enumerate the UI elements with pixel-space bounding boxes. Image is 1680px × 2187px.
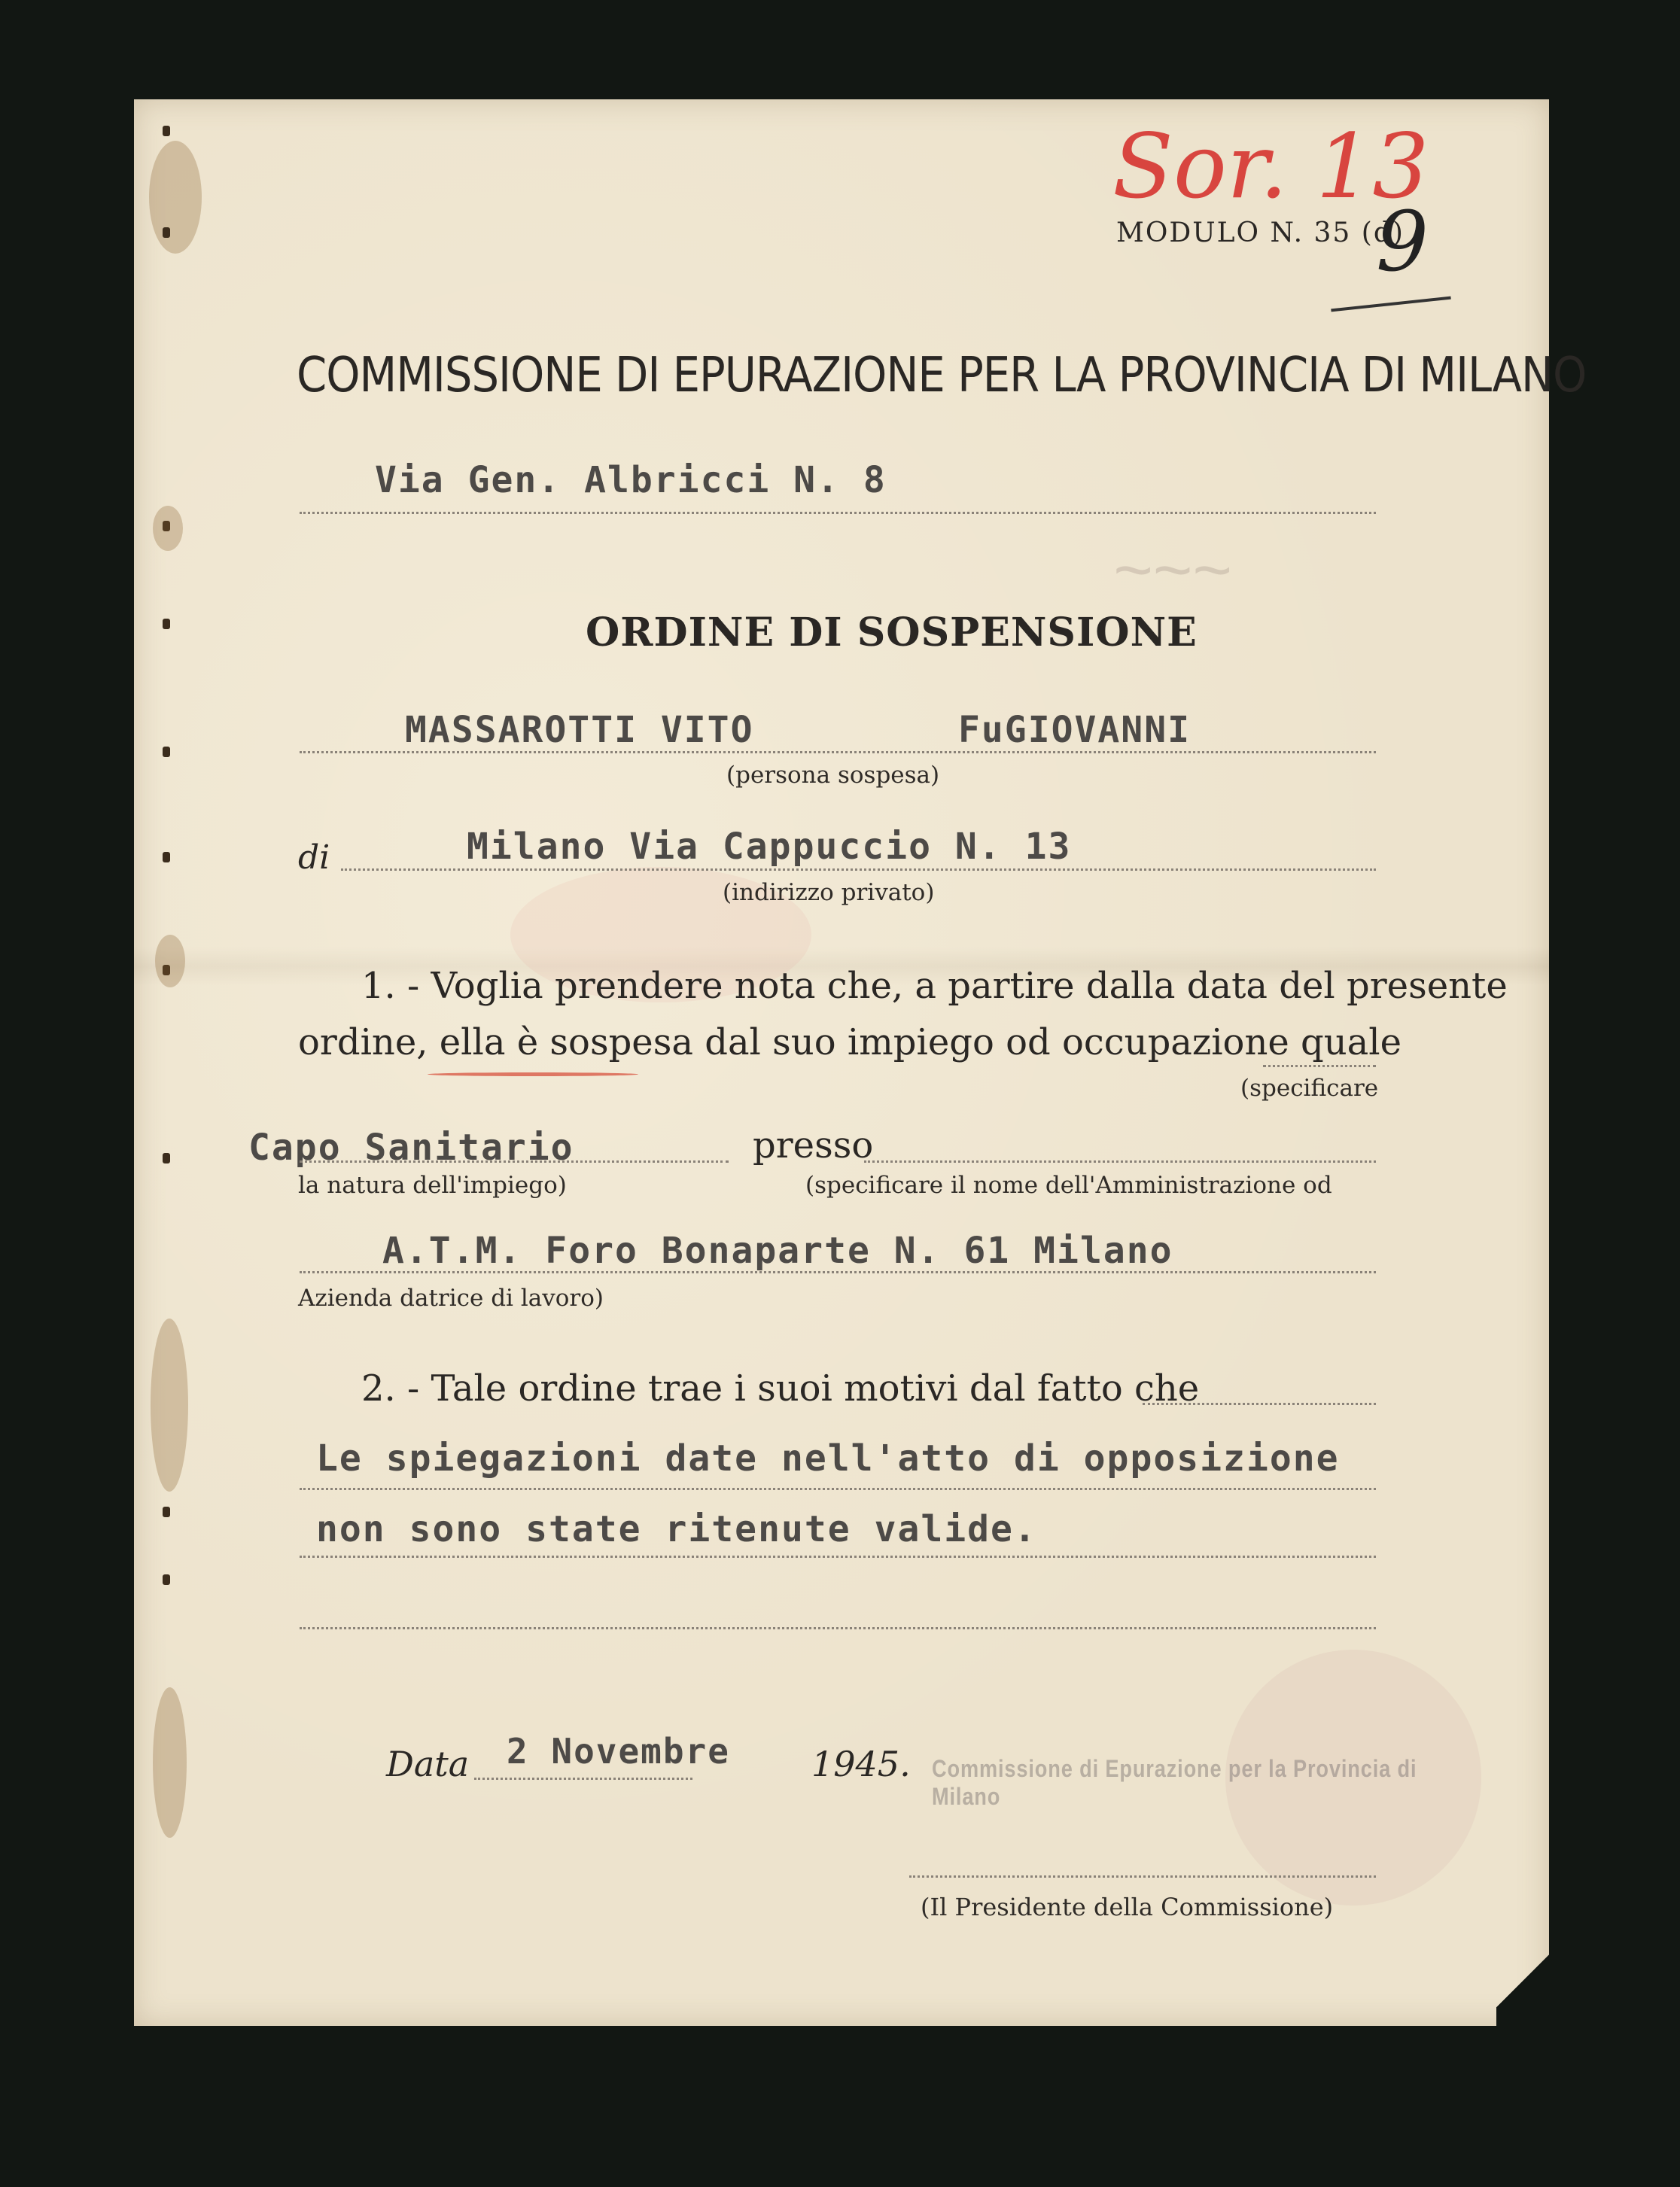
signature-line	[909, 1875, 1376, 1878]
pen-underline	[1331, 297, 1451, 312]
dotted-line	[300, 1627, 1376, 1629]
paragraph-1-line-1: 1. - Voglia prendere nota che, a partire dalla data del presente	[361, 965, 1508, 1007]
reason-line-1: Le spiegazioni date nell'atto di opposizione	[316, 1437, 1340, 1480]
dotted-line	[1263, 1065, 1376, 1067]
dotted-line	[1143, 1403, 1376, 1405]
dotted-line	[300, 1160, 729, 1163]
employer-name: A.T.M. Foro Bonaparte N. 61 Milano	[382, 1230, 1173, 1272]
rust-stain	[155, 935, 185, 987]
address-caption: (indirizzo privato)	[723, 879, 935, 906]
paragraph-2-line-1: 2. - Tale ordine trae i suoi motivi dal fatto che	[361, 1367, 1200, 1410]
date-year: 1945.	[811, 1744, 911, 1784]
employer-caption-2: Azienda datrice di lavoro)	[298, 1285, 604, 1312]
person-name: MASSAROTTI VITO	[405, 709, 754, 751]
employer-caption-1: (specificare il nome dell'Amministrazione od	[805, 1172, 1332, 1199]
handwritten-annotation: Sor. 13	[1112, 114, 1429, 218]
folded-corner	[1496, 1936, 1549, 2026]
date-value: 2 Novembre	[507, 1731, 730, 1772]
reason-line-2: non sono state ritenute valide.	[316, 1508, 1037, 1550]
punch-hole	[163, 227, 170, 238]
rust-stain	[153, 1687, 187, 1838]
punch-hole	[163, 126, 170, 136]
dotted-line	[341, 868, 1376, 871]
red-pencil-underline	[428, 1072, 638, 1076]
punch-hole	[163, 1153, 170, 1163]
handwritten-number: 9	[1376, 193, 1429, 290]
dotted-line	[300, 1488, 1376, 1490]
order-title: ORDINE DI SOSPENSIONE	[586, 610, 1198, 655]
punch-hole	[163, 747, 170, 757]
dotted-line	[300, 512, 1376, 514]
dotted-line	[864, 1160, 1376, 1163]
faint-signature-bleed: ~~~	[1112, 533, 1231, 608]
signature-caption: (Il Presidente della Commissione)	[921, 1893, 1334, 1921]
presso-label: presso	[753, 1124, 874, 1167]
punch-hole	[163, 1507, 170, 1517]
form-number: MODULO N. 35 (d)	[1116, 217, 1405, 248]
date-label: Data	[386, 1744, 470, 1784]
specify-caption: (specificare	[1240, 1075, 1379, 1102]
rust-stain	[153, 506, 183, 551]
commission-title: COMMISSIONE DI EPURAZIONE PER LA PROVINCIA DI MILANO	[297, 348, 1587, 403]
dotted-line	[300, 1556, 1376, 1558]
address-prefix: di	[298, 838, 330, 877]
document-sheet	[134, 99, 1587, 2026]
rust-stain	[151, 1319, 188, 1492]
dotted-line	[300, 1271, 1376, 1273]
paragraph-1-line-2: ordine, ella è sospesa dal suo impiego od occupazione quale	[298, 1021, 1402, 1063]
job-title: Capo Sanitario	[248, 1127, 574, 1169]
punch-hole	[163, 619, 170, 629]
person-father: FuGIOVANNI	[958, 709, 1191, 751]
commission-address: Via Gen. Albricci N. 8	[375, 459, 887, 501]
dotted-line	[300, 751, 1376, 753]
commission-stamp: Commissione di Epurazione per la Provincia di Milano	[932, 1755, 1417, 1810]
person-caption: (persona sospesa)	[726, 762, 940, 789]
private-address: Milano Via Cappuccio N. 13	[467, 826, 1072, 868]
rust-stain	[149, 141, 202, 254]
punch-hole	[163, 852, 170, 862]
punch-hole	[163, 1574, 170, 1585]
dotted-line	[474, 1778, 692, 1780]
job-caption: la natura dell'impiego)	[298, 1172, 567, 1199]
